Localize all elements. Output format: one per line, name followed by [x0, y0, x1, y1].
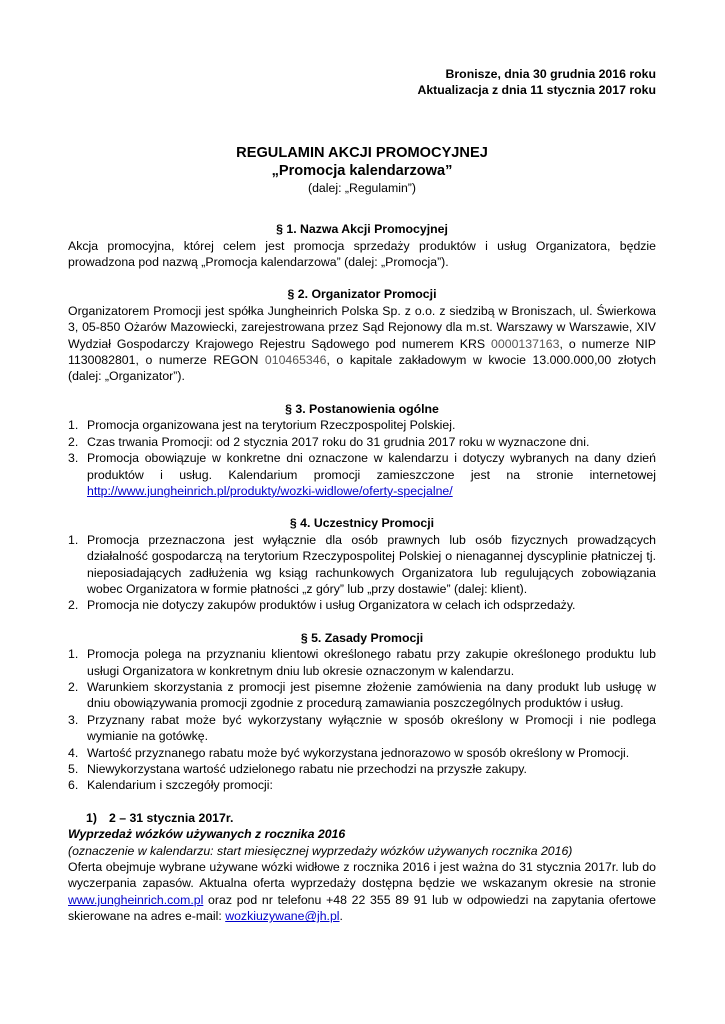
regon-number: 010465346	[264, 353, 327, 368]
krs-number: 0000137163	[491, 336, 560, 351]
offer-heading: 1) 2 – 31 stycznia 2017r.	[86, 810, 234, 825]
list-item: 1. Promocja organizowana jest na terytorium Rzeczpospolitej Polskiej.	[68, 418, 456, 433]
list-item: 1. Promocja przeznaczona jest wyłącznie dla osób prawnych lub osób fizycznych prowadzących działalność gospodarczą na terytorium Rzeczypospolitej Polskiej o nienagannej dyscyplinie płatniczej tj. nieposiadających zadłużenia wg ksiąg rachunkowych Organizatora lub regulujących zobowiązania wobec Organizatora w formie płatności „z góry” lub „przy dostawie” (dalej: klient).	[68, 532, 656, 596]
list-item: 4. Wartość przyznanego rabatu może być wykorzystana jednorazowo w sposób określony w Promocji.	[68, 745, 630, 760]
date-line: Bronisze, dnia 30 grudnia 2016 roku	[445, 67, 656, 81]
list-item: 6. Kalendarium i szczegóły promocji:	[68, 778, 273, 793]
organizer-text-a: Organizatorem Promocji jest spółka Jungheinrich Polska Sp. z o.o. z siedzibą w Broniszach, ul. Świerkowa 3, 05-850 Ożarów Mazowiecki, zarejestrowana przez Sąd Rejonowy dla m.st. Warszawy w Warszawie, XIV Wydział Gospodarczy Krajowego Rejestru Sądowego pod numerem KRS	[68, 303, 656, 351]
offer-text: Oferta obejmuje wybrane używane wózki widłowe z rocznika 2016 i jest ważna do 31 stycznia 2017r. lub do wyczerpania zapasów. Aktualna oferta wyprzedaży dostępna będzie we wskazanym okresie na stronie www.jungheinrich.com.pl oraz pod nr telefonu +48 22 355 89 91 lub w odpowiedzi na zapytania ofertowe skierowane na adres e-mail: wozkiuzywane@jh.pl.	[68, 860, 656, 924]
list-item: 5. Niewykorzystana wartość udzielonego rabatu nie przechodzi na przyszłe zakupy.	[68, 762, 527, 776]
section-2-heading: § 2. Organizator Promocji	[287, 287, 437, 302]
section-5-heading: § 5. Zasady Promocji	[300, 630, 424, 645]
section-1-heading: § 1. Nazwa Akcji Promocyjnej	[276, 222, 448, 237]
document-page	[68, 66, 656, 925]
list-item: 3. Promocja obowiązuje w konkretne dni oznaczone w kalendarzu i dotyczy wybranych na dany dzień produktów i usług. Kalendarium promocji zamieszczone jest na stronie internetowej http://www.jungheinrich.pl/produkty/wozki-widlowe/oferty-specjalne/	[68, 451, 656, 498]
organizer-text-b: , o numerze NIP 1130082801, o numerze REGON	[68, 336, 656, 368]
offer-note: (oznaczenie w kalendarzu: start miesięcznej wyprzedaży wózków używanych rocznika 2016)	[68, 843, 573, 858]
section-3-list	[68, 417, 656, 499]
promotion-name: „Promocja kalendarzowa”	[271, 162, 453, 179]
list-item: 2. Czas trwania Promocji: od 2 stycznia 2017 roku do 31 grudnia 2017 roku w wyznaczone dni.	[68, 434, 590, 449]
section-2-text	[68, 303, 656, 385]
offer-name: Wyprzedaż wózków używanych z rocznika 2016	[68, 827, 346, 842]
document-title: REGULAMIN AKCJI PROMOCYJNEJ	[236, 144, 488, 161]
update-line: Aktualizacja z dnia 11 stycznia 2017 roku	[417, 83, 656, 98]
list-item: 2. Promocja nie dotyczy zakupów produktów i usług Organizatora w celach ich odsprzedaży.	[68, 598, 576, 613]
organizer-text-c: , o kapitale zakładowym w kwocie 13.000.000,00 złotych (dalej: „Organizator”).	[68, 353, 656, 384]
list-item: 3. Przyznany rabat może być wykorzystany wyłącznie w sposób określony w Promocji i nie podlega wymianie na gotówkę.	[68, 712, 656, 744]
section-4-heading: § 4. Uczestnicy Promocji	[289, 516, 435, 531]
list-item: 1. Promocja polega na przyznaniu klientowi określonego rabatu przy zakupie określonego produktu lub usługi Organizatora w konkretnym dniu lub okresie oznaczonym w kalendarzu.	[68, 647, 656, 678]
special-offers-link[interactable]: http://www.jungheinrich.pl/produkty/wozki-widlowe/oferty-specjalne/	[87, 483, 453, 498]
section-4-list	[68, 532, 656, 614]
email-link[interactable]: wozkiuzywane@jh.pl	[225, 909, 340, 924]
document-alias: (dalej: „Regulamin”)	[308, 180, 416, 195]
section-5-list	[68, 646, 656, 794]
website-link[interactable]: www.jungheinrich.com.pl	[68, 892, 204, 907]
section-3-heading: § 3. Postanowienia ogólne	[285, 401, 439, 416]
list-item: 2. Warunkiem skorzystania z promocji jest pisemne złożenie zamówienia na dany produkt lub usługę w dniu obowiązywania promocji zgodnie z procedurą zamawiania poszczególnych produktów i usług.	[68, 679, 656, 711]
section-1-text: Akcja promocyjna, której celem jest promocja sprzedaży produktów i usług Organizatora, będzie prowadzona pod nazwą „Promocja kalendarzowa” (dalej: „Promocja”).	[68, 238, 656, 270]
